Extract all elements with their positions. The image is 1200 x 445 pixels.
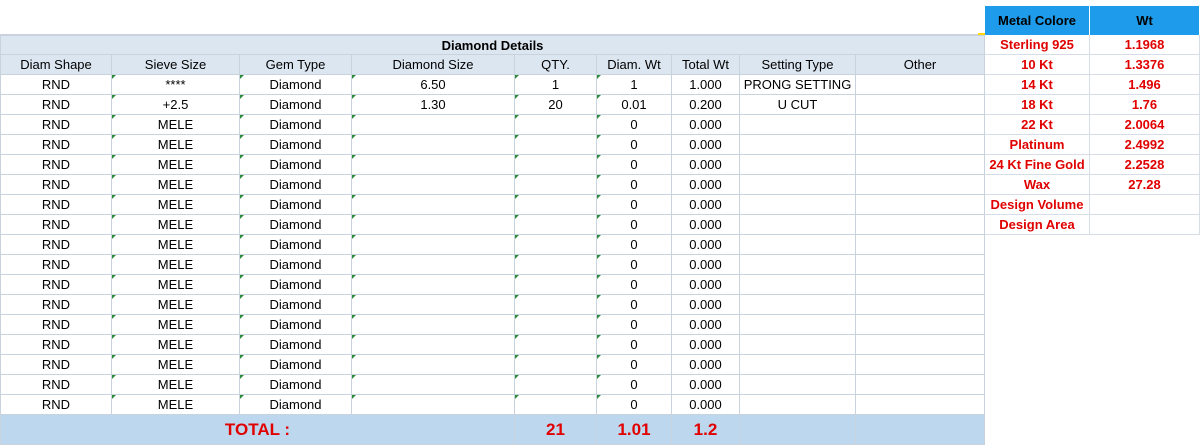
cell-total-wt[interactable]: 0.000 (672, 315, 740, 335)
cell-qty[interactable]: 1 (515, 75, 597, 95)
metal-name-cell[interactable]: Design Area (985, 215, 1090, 235)
cell-setting-type[interactable] (740, 395, 856, 415)
cell-qty[interactable] (515, 115, 597, 135)
cell-diam-wt[interactable]: 0 (597, 155, 672, 175)
metal-weight-cell[interactable]: 2.2528 (1090, 155, 1200, 175)
cell-other[interactable] (856, 315, 985, 335)
total-other (856, 415, 985, 445)
cell-gem-type[interactable]: Diamond (240, 355, 352, 375)
cell-other[interactable] (856, 275, 985, 295)
cell-sieve-size[interactable]: **** (112, 75, 240, 95)
cell-total-wt[interactable]: 0.000 (672, 275, 740, 295)
cell-diam-wt[interactable]: 0 (597, 255, 672, 275)
total-setting-type (740, 415, 856, 445)
cell-qty[interactable] (515, 135, 597, 155)
cell-sieve-size[interactable]: MELE (112, 255, 240, 275)
cell-diam-shape[interactable]: RND (0, 95, 112, 115)
cell-sieve-size[interactable]: MELE (112, 395, 240, 415)
cell-qty[interactable] (515, 235, 597, 255)
cell-sieve-size[interactable]: MELE (112, 115, 240, 135)
cell-setting-type[interactable] (740, 335, 856, 355)
cell-qty[interactable] (515, 295, 597, 315)
cell-total-wt[interactable]: 0.000 (672, 235, 740, 255)
cell-setting-type[interactable] (740, 255, 856, 275)
cell-sieve-size[interactable]: MELE (112, 295, 240, 315)
cell-sieve-size[interactable]: MELE (112, 315, 240, 335)
cell-setting-type[interactable] (740, 235, 856, 255)
metal-weight-cell[interactable]: 2.0064 (1090, 115, 1200, 135)
cell-setting-type[interactable] (740, 355, 856, 375)
cell-diam-shape[interactable]: RND (0, 75, 112, 95)
cell-gem-type[interactable]: Diamond (240, 275, 352, 295)
cell-diam-wt[interactable]: 1 (597, 75, 672, 95)
cell-diamond-size[interactable] (352, 155, 515, 175)
cell-total-wt[interactable]: 0.000 (672, 215, 740, 235)
cell-diamond-size[interactable]: 6.50 (352, 75, 515, 95)
cell-diam-shape[interactable]: RND (0, 135, 112, 155)
column-header-setting-type: Setting Type (740, 55, 856, 75)
cell-diamond-size[interactable] (352, 295, 515, 315)
cell-sieve-size[interactable]: MELE (112, 275, 240, 295)
cell-gem-type[interactable]: Diamond (240, 175, 352, 195)
cell-diam-wt[interactable]: 0 (597, 395, 672, 415)
metal-name-cell[interactable]: 22 Kt (985, 115, 1090, 135)
cell-diam-wt[interactable]: 0 (597, 355, 672, 375)
cell-diam-shape[interactable]: RND (0, 335, 112, 355)
cell-qty[interactable] (515, 155, 597, 175)
cell-gem-type[interactable]: Diamond (240, 115, 352, 135)
cell-diamond-size[interactable] (352, 355, 515, 375)
cell-gem-type[interactable]: Diamond (240, 235, 352, 255)
cell-qty[interactable] (515, 395, 597, 415)
cell-sieve-size[interactable]: MELE (112, 155, 240, 175)
cell-diam-wt[interactable]: 0 (597, 215, 672, 235)
cell-gem-type[interactable]: Diamond (240, 155, 352, 175)
cell-gem-type[interactable]: Diamond (240, 75, 352, 95)
cell-diam-shape[interactable]: RND (0, 195, 112, 215)
cell-sieve-size[interactable]: +2.5 (112, 95, 240, 115)
metal-weight-cell[interactable]: 1.76 (1090, 95, 1200, 115)
cell-setting-type[interactable]: U CUT (740, 95, 856, 115)
cell-total-wt[interactable]: 0.000 (672, 155, 740, 175)
column-header-diam-shape: Diam Shape (0, 55, 112, 75)
cell-diam-shape[interactable]: RND (0, 395, 112, 415)
cell-diam-shape[interactable]: RND (0, 155, 112, 175)
cell-other[interactable] (856, 95, 985, 115)
cell-diam-shape[interactable]: RND (0, 255, 112, 275)
cell-diam-shape[interactable]: RND (0, 315, 112, 335)
total-diam-wt: 1.01 (597, 415, 672, 445)
cell-gem-type[interactable]: Diamond (240, 215, 352, 235)
wt-header[interactable]: Wt (1090, 6, 1200, 35)
column-header-qty: QTY. (515, 55, 597, 75)
cell-setting-type[interactable] (740, 375, 856, 395)
metal-name-cell[interactable]: 18 Kt (985, 95, 1090, 115)
metal-weight-cell[interactable]: 2.4992 (1090, 135, 1200, 155)
cell-other[interactable] (856, 155, 985, 175)
cell-diam-shape[interactable]: RND (0, 295, 112, 315)
cell-gem-type[interactable]: Diamond (240, 195, 352, 215)
cell-diam-wt[interactable]: 0 (597, 375, 672, 395)
metal-weight-cell[interactable]: 27.28 (1090, 175, 1200, 195)
cell-diamond-size[interactable] (352, 115, 515, 135)
metal-weight-cell[interactable] (1090, 195, 1200, 215)
cell-diamond-size[interactable] (352, 395, 515, 415)
cell-diamond-size[interactable] (352, 235, 515, 255)
metal-weight-cell[interactable]: 1.3376 (1090, 55, 1200, 75)
cell-diam-wt[interactable]: 0 (597, 235, 672, 255)
metal-weight-cell[interactable]: 1.1968 (1090, 35, 1200, 55)
cell-setting-type[interactable] (740, 315, 856, 335)
cell-qty[interactable] (515, 355, 597, 375)
cell-setting-type[interactable] (740, 275, 856, 295)
cell-gem-type[interactable]: Diamond (240, 335, 352, 355)
cell-total-wt[interactable]: 0.200 (672, 95, 740, 115)
cell-diam-shape[interactable]: RND (0, 235, 112, 255)
column-header-other: Other (856, 55, 985, 75)
cell-sieve-size[interactable]: MELE (112, 215, 240, 235)
cell-total-wt[interactable]: 0.000 (672, 395, 740, 415)
cell-total-wt[interactable]: 0.000 (672, 135, 740, 155)
cell-setting-type[interactable] (740, 115, 856, 135)
cell-total-wt[interactable]: 0.000 (672, 375, 740, 395)
column-header-diamond-size: Diamond Size (352, 55, 515, 75)
cell-sieve-size[interactable]: MELE (112, 175, 240, 195)
cell-gem-type[interactable]: Diamond (240, 375, 352, 395)
cell-setting-type[interactable] (740, 175, 856, 195)
cell-diamond-size[interactable] (352, 335, 515, 355)
cell-diamond-size[interactable] (352, 215, 515, 235)
metal-name-cell[interactable]: Design Volume (985, 195, 1090, 215)
cell-total-wt[interactable]: 0.000 (672, 255, 740, 275)
cell-diam-shape[interactable]: RND (0, 175, 112, 195)
cell-gem-type[interactable]: Diamond (240, 295, 352, 315)
cell-qty[interactable] (515, 255, 597, 275)
cell-other[interactable] (856, 235, 985, 255)
cell-other[interactable] (856, 115, 985, 135)
cell-qty[interactable] (515, 195, 597, 215)
cell-diam-shape[interactable]: RND (0, 275, 112, 295)
cell-diam-wt[interactable]: 0 (597, 315, 672, 335)
cell-diamond-size[interactable] (352, 255, 515, 275)
cell-total-wt[interactable]: 0.000 (672, 175, 740, 195)
cell-other[interactable] (856, 375, 985, 395)
column-header-gem-type: Gem Type (240, 55, 352, 75)
cell-qty[interactable] (515, 275, 597, 295)
metal-weight-cell[interactable] (1090, 215, 1200, 235)
cell-diam-wt[interactable]: 0 (597, 175, 672, 195)
cell-gem-type[interactable]: Diamond (240, 315, 352, 335)
cell-diam-shape[interactable]: RND (0, 355, 112, 375)
cell-total-wt[interactable]: 0.000 (672, 335, 740, 355)
cell-total-wt[interactable]: 0.000 (672, 355, 740, 375)
cell-diamond-size[interactable] (352, 315, 515, 335)
cell-diam-wt[interactable]: 0 (597, 275, 672, 295)
cell-sieve-size[interactable]: MELE (112, 195, 240, 215)
cell-sieve-size[interactable]: MELE (112, 135, 240, 155)
cell-setting-type[interactable] (740, 135, 856, 155)
cell-diam-shape[interactable]: RND (0, 115, 112, 135)
cell-total-wt[interactable]: 0.000 (672, 295, 740, 315)
cell-diamond-size[interactable] (352, 195, 515, 215)
total-total-wt: 1.2 (672, 415, 740, 445)
column-header-sieve-size: Sieve Size (112, 55, 240, 75)
cell-qty[interactable]: 20 (515, 95, 597, 115)
cell-gem-type[interactable]: Diamond (240, 395, 352, 415)
cell-other[interactable] (856, 395, 985, 415)
metal-name-cell[interactable]: 10 Kt (985, 55, 1090, 75)
cell-diamond-size[interactable] (352, 375, 515, 395)
total-label: TOTAL : (0, 415, 515, 445)
cell-total-wt[interactable]: 0.000 (672, 115, 740, 135)
total-qty: 21 (515, 415, 597, 445)
cell-setting-type[interactable] (740, 215, 856, 235)
cell-diam-shape[interactable]: RND (0, 215, 112, 235)
column-header-total-wt: Total Wt (672, 55, 740, 75)
cell-diamond-size[interactable] (352, 135, 515, 155)
cell-total-wt[interactable]: 1.000 (672, 75, 740, 95)
cell-setting-type[interactable] (740, 155, 856, 175)
cell-diam-wt[interactable]: 0 (597, 195, 672, 215)
cell-setting-type[interactable] (740, 295, 856, 315)
cell-diam-wt[interactable]: 0.01 (597, 95, 672, 115)
metal-name-cell[interactable]: Wax (985, 175, 1090, 195)
metal-name-cell[interactable]: 14 Kt (985, 75, 1090, 95)
cell-diamond-size[interactable] (352, 275, 515, 295)
metal-name-cell[interactable]: Sterling 925 (985, 35, 1090, 55)
cell-other[interactable] (856, 135, 985, 155)
cell-setting-type[interactable]: PRONG SETTING (740, 75, 856, 95)
metal-name-cell[interactable]: Platinum (985, 135, 1090, 155)
cell-diam-wt[interactable]: 0 (597, 295, 672, 315)
cell-qty[interactable] (515, 175, 597, 195)
cell-qty[interactable] (515, 335, 597, 355)
cell-gem-type[interactable]: Diamond (240, 255, 352, 275)
cell-other[interactable] (856, 255, 985, 275)
metal-colore-header[interactable]: Metal Colore (985, 6, 1090, 35)
cell-qty[interactable] (515, 215, 597, 235)
cell-gem-type[interactable]: Diamond (240, 135, 352, 155)
cell-sieve-size[interactable]: MELE (112, 335, 240, 355)
metal-weight-cell[interactable]: 1.496 (1090, 75, 1200, 95)
cell-other[interactable] (856, 195, 985, 215)
cell-other[interactable] (856, 355, 985, 375)
cell-sieve-size[interactable]: MELE (112, 235, 240, 255)
metal-name-cell[interactable]: 24 Kt Fine Gold (985, 155, 1090, 175)
cell-diam-shape[interactable]: RND (0, 375, 112, 395)
cell-diam-wt[interactable]: 0 (597, 335, 672, 355)
cell-other[interactable] (856, 75, 985, 95)
cell-other[interactable] (856, 215, 985, 235)
cell-sieve-size[interactable]: MELE (112, 355, 240, 375)
cell-diamond-size[interactable]: 1.30 (352, 95, 515, 115)
diamond-details-title: Diamond Details (0, 35, 985, 55)
cell-diam-wt[interactable]: 0 (597, 135, 672, 155)
cell-qty[interactable] (515, 375, 597, 395)
cell-qty[interactable] (515, 315, 597, 335)
cell-gem-type[interactable]: Diamond (240, 95, 352, 115)
cell-diam-wt[interactable]: 0 (597, 115, 672, 135)
cell-other[interactable] (856, 175, 985, 195)
cell-other[interactable] (856, 335, 985, 355)
cell-sieve-size[interactable]: MELE (112, 375, 240, 395)
cell-other[interactable] (856, 295, 985, 315)
cell-diamond-size[interactable] (352, 175, 515, 195)
column-header-diam-wt: Diam. Wt (597, 55, 672, 75)
cell-setting-type[interactable] (740, 195, 856, 215)
cell-total-wt[interactable]: 0.000 (672, 195, 740, 215)
